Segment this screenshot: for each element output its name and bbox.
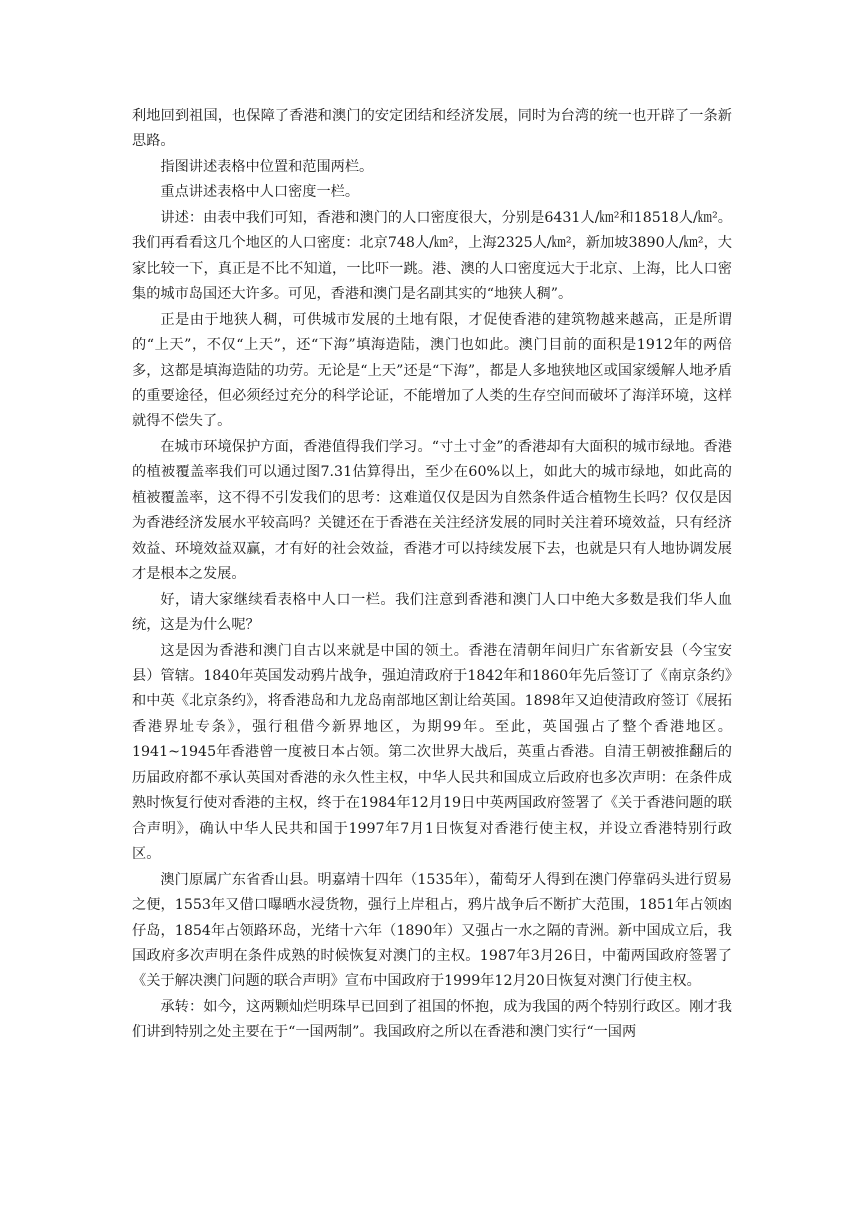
paragraph: 重点讲述表格中人口密度一栏。 [160,184,360,201]
paragraph: 承转：如今，这两颗灿烂明珠早已回到了祖国的怀抱，成为我国的两个特别行政区。刚才我们讲到特别之处主要在于“一国两制”。我国政府之所以在香港和澳门实行“一国两 [132,998,732,1041]
paragraph: 利地回到祖国，也保障了香港和澳门的安定团结和经济发展，同时为台湾的统一也开辟了一条新思路。 [132,108,732,150]
paragraph: 指图讲述表格中位置和范围两栏。 [160,158,374,175]
document-body [132,104,732,1046]
paragraph: 澳门原属广东省香山县。明嘉靖十四年（1535年），葡萄牙人得到在澳门停靠码头进行贸易之便，1553年又借口曝晒水浸货物，强行上岸租占，鸦片战争后不断扩大范围，1851年占领凼仔岛，1854年占领路环岛，光绪十六年（1890年）又强占一水之隔的青洲。新中国成立后，我国政府多次声明在条件成熟的时候恢复对澳门的主权。1987年3月26日，中葡两国政府签署了《关于解决澳门问题的联合声明》宣布中国政府于1999年12月20日恢复对澳门行使主权。 [132,871,732,990]
paragraph: 讲述：由表中我们可知，香港和澳门的人口密度很大，分别是6431人/㎞²和18518人/㎞²。我们再看看这几个地区的人口密度：北京748人/㎞²，上海2325人/㎞²，新加坡3890人/㎞²，大家比较一下，真正是不比不知道，一比吓一跳。港、澳的人口密度远大于北京、上海，比人口密集的城市岛国还大许多。可见，香港和澳门是名副其实的“地狭人稠”。 [132,209,732,303]
paragraph: 好，请大家继续看表格中人口一栏。我们注意到香港和澳门人口中绝大多数是我们华人血统，这是为什么呢？ [132,591,732,634]
paragraph: 在城市环境保护方面，香港值得我们学习。“寸土寸金”的香港却有大面积的城市绿地。香港的植被覆盖率我们可以通过图7.31估算得出，至少在60%以上，如此大的城市绿地，如此高的植被覆盖率，这不得不引发我们的思考：这难道仅仅是因为自然条件适合植物生长吗？仅仅是因为香港经济发展水平较高吗？关键还在于香港在关注经济发展的同时关注着环境效益，只有经济效益、环境效益双赢，才有好的社会效益，香港才可以持续发展下去，也就是只有人地协调发展才是根本之发展。 [132,438,732,583]
paragraph: 这是因为香港和澳门自古以来就是中国的领土。香港在清朝年间归广东省新安县（今宝安县）管辖。1840年英国发动鸦片战争，强迫清政府于1842年和1860年先后签订了《南京条约》和中英《北京条约》，将香港岛和九龙岛南部地区割让给英国。1898年又迫使清政府签订《展拓香港界址专条》，强行租借今新界地区，为期99年。至此，英国强占了整个香港地区。1941~1945年香港曾一度被日本占领。第二次世界大战后，英重占香港。自清王朝被推翻后的历届政府都不承认英国对香港的永久性主权，中华人民共和国成立后政府也多次声明：在条件成熟时恢复行使对香港的主权，终于在1984年12月19日中英两国政府签署了《关于香港问题的联合声明》，确认中华人民共和国于1997年7月1日恢复对香港行使主权，并设立香港特别行政区。 [132,642,732,863]
paragraph: 正是由于地狭人稠，可供城市发展的土地有限，才促使香港的建筑物越来越高，正是所谓的“上天”，不仅“上天”，还“下海”填海造陆，澳门也如此。澳门目前的面积是1912年的两倍多，这都是填海造陆的功劳。无论是“上天”还是“下海”，都是人多地狭地区或国家缓解人地矛盾的重要途径，但必须经过充分的科学论证，不能增加了人类的生存空间而破坏了海洋环境，这样就得不偿失了。 [132,311,732,430]
